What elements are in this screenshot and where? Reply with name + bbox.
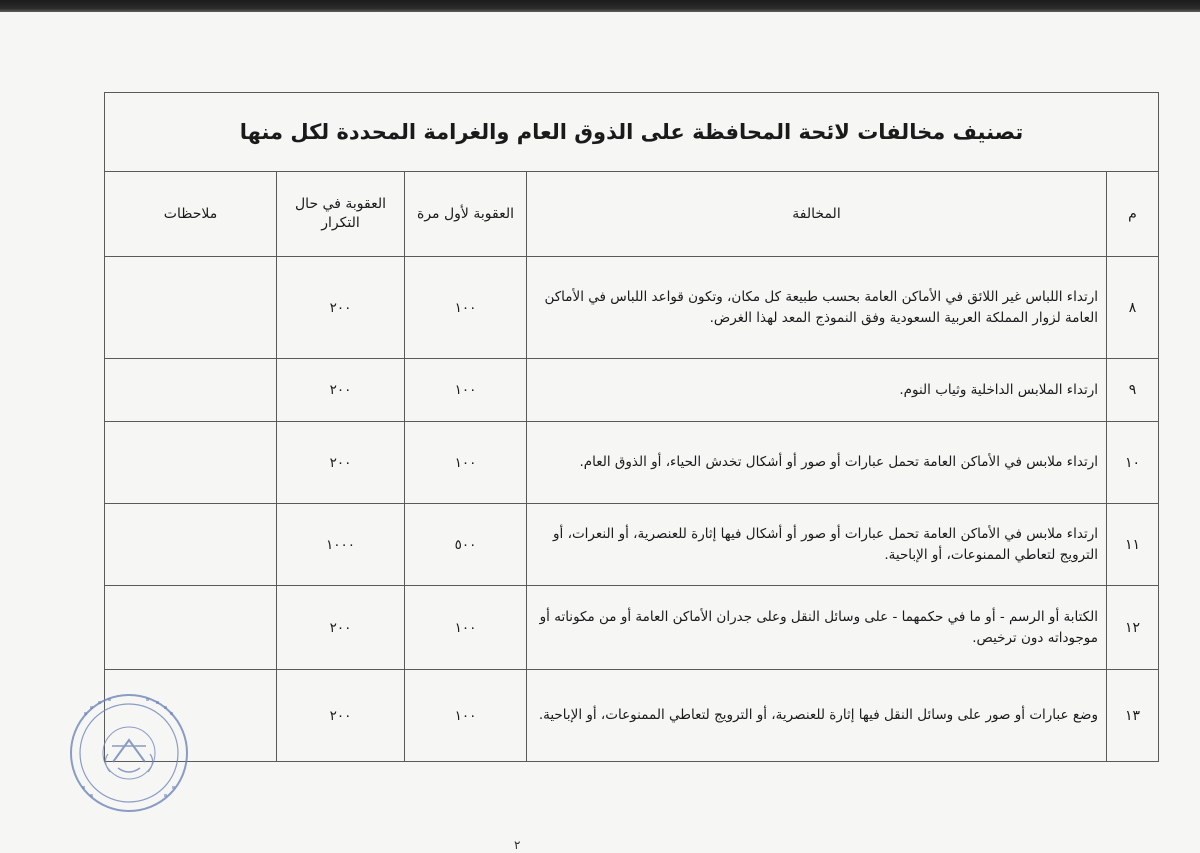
violation-text: وضع عبارات أو صور على وسائل النقل فيها إثارة للعنصرية، أو الترويج لتعاطي الممنوعات، أو الإباحية.: [527, 670, 1107, 762]
repeat-penalty: ٢٠٠: [277, 670, 405, 762]
header-first-penalty: العقوبة لأول مرة: [405, 172, 527, 257]
violation-text: ارتداء الملابس الداخلية وثياب النوم.: [527, 359, 1107, 422]
header-violation: المخالفة: [527, 172, 1107, 257]
violation-text: ارتداء اللباس غير اللائق في الأماكن العامة بحسب طبيعة كل مكان، وتكون قواعد اللباس في الأماكن العامة لزوار المملكة العربية السعودية وفق النموذج المعد لهذا الغرض.: [527, 257, 1107, 359]
notes-cell: [105, 504, 277, 586]
violations-table: [104, 92, 1159, 762]
repeat-penalty: ٢٠٠: [277, 422, 405, 504]
row-number: ١٣: [1107, 670, 1159, 762]
first-penalty: ١٠٠: [405, 586, 527, 670]
document-page: [0, 12, 1200, 853]
notes-cell: [105, 586, 277, 670]
header-num: م: [1107, 172, 1159, 257]
table-header-row: [105, 172, 1159, 257]
official-stamp-icon: [68, 692, 190, 814]
violation-text: ارتداء ملابس في الأماكن العامة تحمل عبارات أو صور أو أشكال فيها إثارة للعنصرية، أو النعرات، أو الترويج لتعاطي الممنوعات، أو الإباحية.: [527, 504, 1107, 586]
repeat-penalty: ١٠٠٠: [277, 504, 405, 586]
notes-cell: [105, 359, 277, 422]
table-row: [105, 504, 1159, 586]
header-notes: ملاحظات: [105, 172, 277, 257]
violation-text: الكتابة أو الرسم - أو ما في حكمهما - على وسائل النقل وعلى جدران الأماكن العامة أو من مكوناته أو موجوداته دون ترخيص.: [527, 586, 1107, 670]
repeat-penalty: ٢٠٠: [277, 586, 405, 670]
row-number: ١٢: [1107, 586, 1159, 670]
notes-cell: [105, 422, 277, 504]
first-penalty: ١٠٠: [405, 359, 527, 422]
table-row: [105, 257, 1159, 359]
repeat-penalty: ٢٠٠: [277, 359, 405, 422]
notes-cell: [105, 257, 277, 359]
first-penalty: ٥٠٠: [405, 504, 527, 586]
row-number: ٩: [1107, 359, 1159, 422]
first-penalty: ١٠٠: [405, 670, 527, 762]
table-row: [105, 359, 1159, 422]
header-repeat-penalty: العقوبة في حال التكرار: [277, 172, 405, 257]
row-number: ١١: [1107, 504, 1159, 586]
row-number: ٨: [1107, 257, 1159, 359]
row-number: ١٠: [1107, 422, 1159, 504]
table-row: [105, 586, 1159, 670]
repeat-penalty: ٢٠٠: [277, 257, 405, 359]
first-penalty: ١٠٠: [405, 257, 527, 359]
first-penalty: ١٠٠: [405, 422, 527, 504]
table-row: [105, 422, 1159, 504]
page-number: ٢: [514, 838, 521, 852]
table-row: [105, 670, 1159, 762]
table-title: تصنيف مخالفات لائحة المحافظة على الذوق العام والغرامة المحددة لكل منها: [105, 93, 1159, 172]
violation-text: ارتداء ملابس في الأماكن العامة تحمل عبارات أو صور أو أشكال تخدش الحياء، أو الذوق العام.: [527, 422, 1107, 504]
